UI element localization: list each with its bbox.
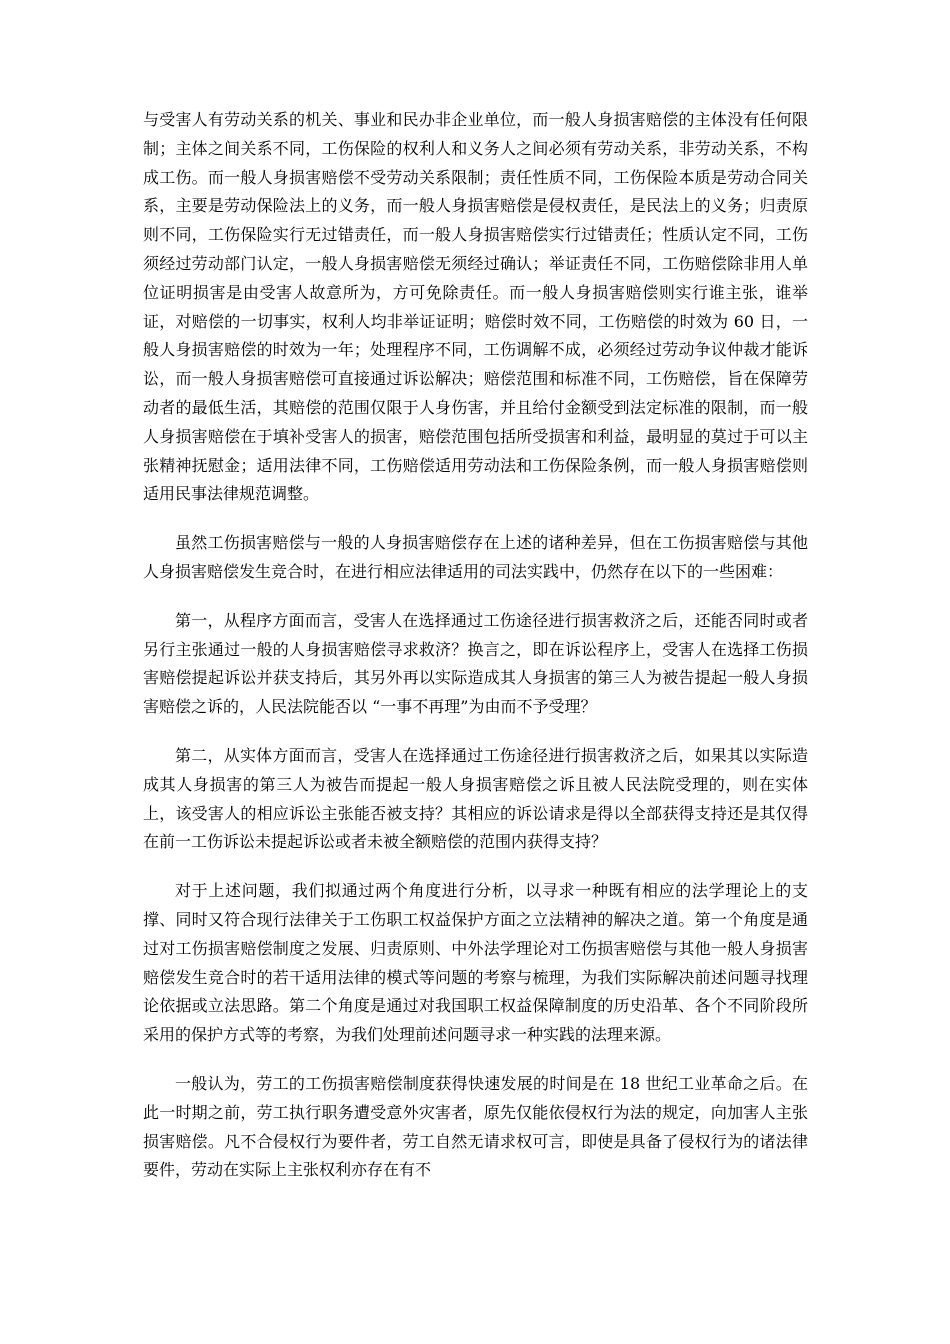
paragraph-difficulties-intro: 虽然工伤损害赔偿与一般的人身损害赔偿存在上述的诸种差异，但在工伤损害赔偿与其他人身损害赔偿发生竞合时，在进行相应法律适用的司法实践中，仍然存在以下的一些困难： xyxy=(143,533,808,581)
paragraph-history: 一般认为，劳工的工伤损害赔偿制度获得快速发展的时间是在 18 世纪工业革命之后。在此一时期之前，劳工执行职务遭受意外灾害者，原先仅能依侵权行为法的规定，向加害人主张损害赔偿。凡不合侵权行为要件者，劳工自然无请求权可言，即使是具备了侵权行为的诸法律要件，劳动在实际上主张权利亦存在有不 xyxy=(143,1073,808,1180)
document-body xyxy=(143,106,808,1205)
paragraph-analysis-approach: 对于上述问题，我们拟通过两个角度进行分析，以寻求一种既有相应的法学理论上的支撑、同时又符合现行法律关于工伤职工权益保护方面之立法精神的解决之道。第一个角度是通过对工伤损害赔偿制度之发展、归责原则、中外法学理论对工伤损害赔偿与其他一般人身损害赔偿发生竞合时的若干适用法律的模式等问题的考察与梳理，为我们实际解决前述问题寻找理论依据或立法思路。第二个角度是通过对我国职工权益保障制度的历史沿革、各个不同阶段所采用的保护方式等的考察，为我们处理前述问题寻求一种实践的法理来源。 xyxy=(143,881,808,1045)
paragraph-procedural-issue: 第一，从程序方面而言，受害人在选择通过工伤途径进行损害救济之后，还能否同时或者另行主张通过一般的人身损害赔偿寻求救济？换言之，即在诉讼程序上，受害人在选择工伤损害赔偿提起诉讼并获支持后，其另外再以实际造成其人身损害的第三人为被告提起一般人身损害赔偿之诉的，人民法院能否以 “一事不再理”为由而不予受理？ xyxy=(143,610,808,717)
paragraph-substantive-issue: 第二，从实体方面而言，受害人在选择通过工伤途径进行损害救济之后，如果其以实际造成其人身损害的第三人为被告而提起一般人身损害赔偿之诉且被人民法院受理的，则在实体上，该受害人的相应诉讼主张能否被支持？其相应的诉讼请求是得以全部获得支持还是其仅得在前一工伤诉讼未提起诉讼或者未被全额赔偿的范围内获得支持？ xyxy=(143,745,808,852)
paragraph-continuation: 与受害人有劳动关系的机关、事业和民办非企业单位，而一般人身损害赔偿的主体没有任何限制；主体之间关系不同，工伤保险的权利人和义务人之间必须有劳动关系，非劳动关系，不构成工伤。而一般人身损害赔偿不受劳动关系限制；责任性质不同，工伤保险本质是劳动合同关系，主要是劳动保险法上的义务，而一般人身损害赔偿是侵权责任，是民法上的义务；归责原则不同，工伤保险实行无过错责任，而一般人身损害赔偿实行过错责任；性质认定不同，工伤须经过劳动部门认定，一般人身损害赔偿无须经过确认；举证责任不同，工伤赔偿除非用人单位证明损害是由受害人故意所为，方可免除责任。而一般人身损害赔偿则实行谁主张，谁举证，对赔偿的一切事实，权利人均非举证证明；赔偿时效不同，工伤赔偿的时效为 60 日，一般人身损害赔偿的时效为一年；处理程序不同，工伤调解不成，必须经过劳动争议仲裁才能诉讼，而一般人身损害赔偿可直接通过诉讼解决；赔偿范围和标准不同，工伤赔偿，旨在保障劳动者的最低生活，其赔偿的范围仅限于人身伤害，并且给付金额受到法定标准的限制，而一般人身损害赔偿在于填补受害人的损害，赔偿范围包括所受损害和利益，最明显的莫过于可以主张精神抚慰金；适用法律不同，工伤赔偿适用劳动法和工伤保险条例，而一般人身损害赔偿则适用民事法律规范调整。 xyxy=(143,110,808,504)
